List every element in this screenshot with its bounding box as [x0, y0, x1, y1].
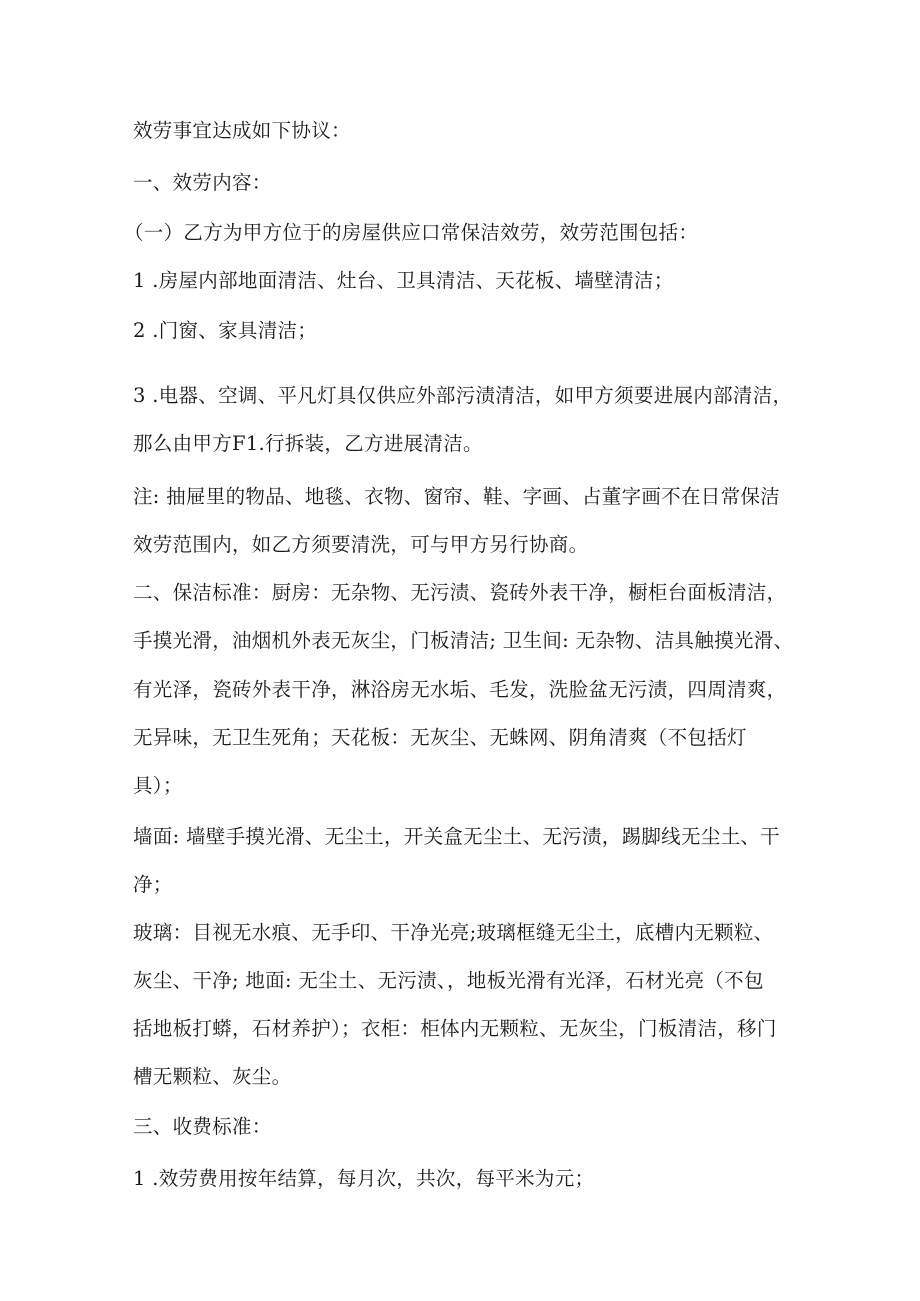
text-line: 玻璃：目视无水痕、无手印、干净光亮;玻璃框缝无尘土，底槽内无颗粒、 — [133, 921, 774, 944]
text-line: 无异味，无卫生死角；天花板：无灰尘、无蛛网、阴角清爽（不包括灯 — [133, 726, 747, 749]
text-line: （一）乙方为甲方位于的房屋供应口常保洁效劳，效劳范围包括： — [124, 221, 699, 244]
text-line: 灰尘、干净; 地面: 无尘土、无污渍、，地板光滑有光泽，石材光亮（不包 — [133, 969, 764, 992]
note-line: 效劳范围内，如乙方须要清洗，可与甲方另行协商。 — [133, 533, 589, 556]
section-heading: 三、收费标准： — [133, 1115, 272, 1138]
text-line: 具）； — [133, 774, 183, 797]
note-line: 注: 抽屉里的物品、地毯、衣物、窗帘、鞋、字画、占董字画不在日常保洁 — [133, 485, 780, 508]
section-heading: 二、保洁标准：厨房：无杂物、无污渍、瓷砖外表干净，橱柜台面板清洁， — [133, 581, 787, 604]
text-line: 净； — [133, 873, 173, 896]
list-item: 1 .效劳费用按年结算，每月次，共次，每平米为元； — [133, 1167, 595, 1190]
list-item: 2 .门窗、家具清洁； — [133, 319, 318, 342]
text-line: 墙面: 墙壁手摸光滑、无尘土，开关盒无尘土、无污渍，踢脚线无尘土、干 — [133, 825, 780, 848]
section-heading: 一、效劳内容： — [133, 171, 272, 194]
text-line: 有光泽，瓷砖外表干净，淋浴房无水垢、毛发，洗脸盆无污渍，四周清爽， — [133, 678, 787, 701]
text-line: 那么由甲方F1.行拆装，乙方进展清洁。 — [133, 432, 483, 455]
text-line: 效劳事宜达成如下协议： — [133, 119, 351, 142]
list-item: 1 .房屋内部地面清洁、灶台、卫具清洁、天花板、墙壁清洁； — [133, 269, 674, 292]
text-line: 手摸光滑，油烟机外表无灰尘，门板清洁; 卫生间: 无杂物、洁具触摸光滑、 — [133, 629, 794, 652]
text-line: 括地板打蟒，石材养护）；衣柜：柜体内无颗粒、无灰尘，门板清洁，移门 — [133, 1017, 777, 1040]
list-item: 3 .电器、空调、平凡灯具仅供应外部污渍清洁，如甲方须要进展内部清洁， — [133, 384, 793, 407]
text-line: 槽无颗粒、灰尘。 — [133, 1065, 292, 1088]
